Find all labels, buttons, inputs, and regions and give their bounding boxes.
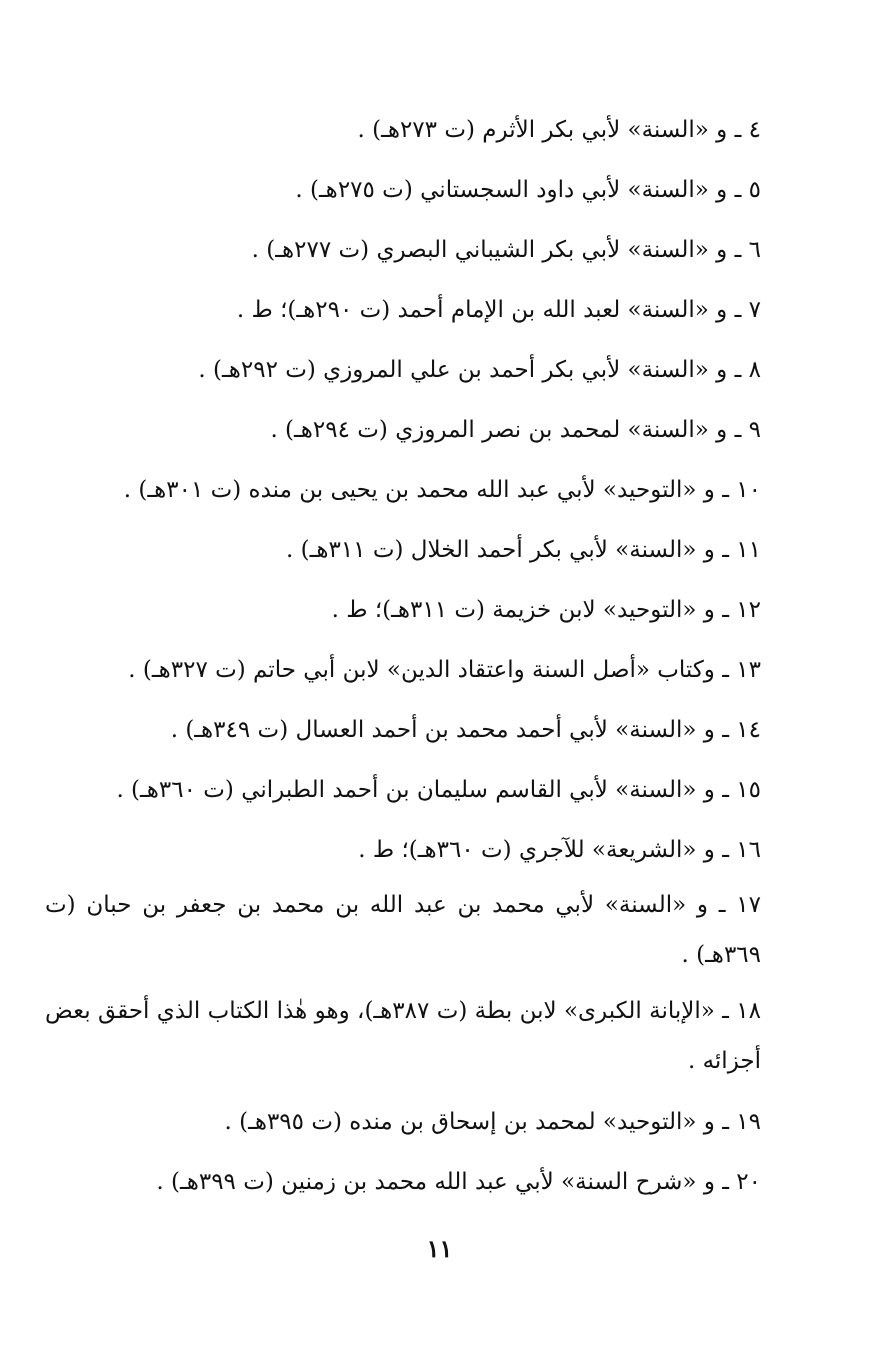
list-item: ٥ ـ و «السنة» لأبي داود السجستاني (ت ٢٧٥هـ) . [295,177,761,203]
book-list [45,100,761,1212]
list-item: ١٢ ـ و «التوحيد» لابن خزيمة (ت ٣١١هـ)؛ ط . [331,597,761,623]
list-item: ١٤ ـ و «السنة» لأبي أحمد محمد بن أحمد العسال (ت ٣٤٩هـ) . [170,717,761,743]
list-item: ٦ ـ و «السنة» لأبي بكر الشيباني البصري (ت ٢٧٧هـ) . [251,237,761,263]
list-item: ١٧ ـ و «السنة» لأبي محمد بن عبد الله بن محمد بن جعفر بن حبان (ت ٣٦٩هـ) . [45,892,761,968]
list-item: ٢٠ ـ و «شرح السنة» لأبي عبد الله محمد بن زمنين (ت ٣٩٩هـ) . [156,1169,761,1195]
list-item: ١١ ـ و «السنة» لأبي بكر أحمد الخلال (ت ٣١١هـ) . [286,537,761,563]
list-item: ١٠ ـ و «التوحيد» لأبي عبد الله محمد بن يحيى بن منده (ت ٣٠١هـ) . [123,477,761,503]
list-item: ٤ ـ و «السنة» لأبي بكر الأثرم (ت ٢٧٣هـ) . [357,117,761,143]
list-item: ١٦ ـ و «الشريعة» للآجري (ت ٣٦٠هـ)؛ ط . [358,837,761,863]
list-item: ١٨ ـ «الإبانة الكبرى» لابن بطة (ت ٣٨٧هـ)، وهو هٰذا الكتاب الذي أحقق بعض أجزائه . [45,998,761,1074]
page-number: ١١ [426,1234,453,1263]
list-item: ٩ ـ و «السنة» لمحمد بن نصر المروزي (ت ٢٩٤هـ) . [270,417,761,443]
list-item: ٨ ـ و «السنة» لأبي بكر أحمد بن علي المروزي (ت ٢٩٢هـ) . [198,357,761,383]
list-item: ٧ ـ و «السنة» لعبد الله بن الإمام أحمد (ت ٢٩٠هـ)؛ ط . [236,297,761,323]
list-item: ١٩ ـ و «التوحيد» لمحمد بن إسحاق بن منده (ت ٣٩٥هـ) . [224,1109,761,1135]
list-item: ١٣ ـ وكتاب «أصل السنة واعتقاد الدين» لابن أبي حاتم (ت ٣٢٧هـ) . [128,657,761,683]
list-item: ١٥ ـ و «السنة» لأبي القاسم سليمان بن أحمد الطبراني (ت ٣٦٠هـ) . [116,777,761,803]
